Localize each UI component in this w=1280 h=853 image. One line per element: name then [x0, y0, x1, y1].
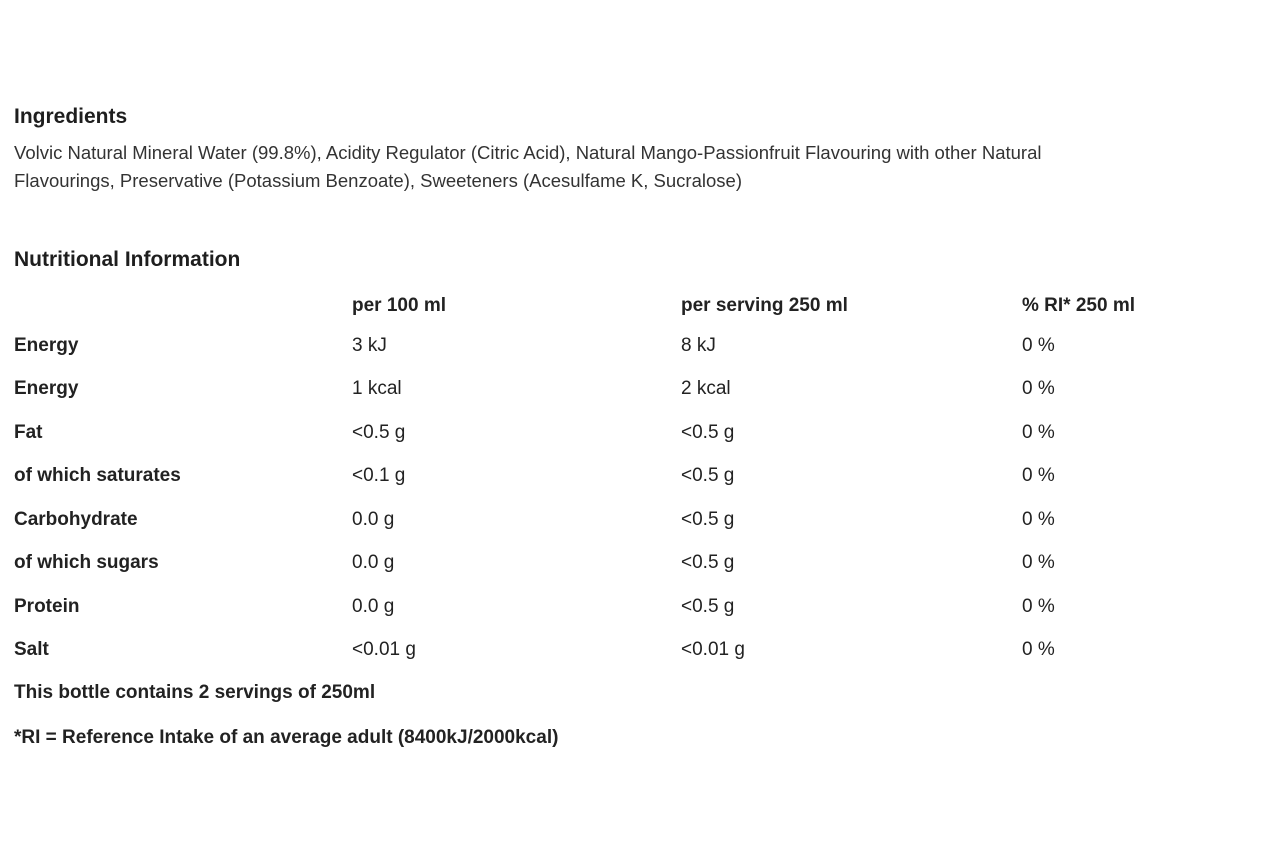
value-per-100ml: <0.01 g — [352, 639, 416, 661]
value-per-serving: <0.5 g — [681, 421, 735, 443]
table-row — [14, 498, 1262, 542]
header-nutrient — [14, 288, 352, 324]
value-per-serving: <0.01 g — [681, 639, 745, 661]
value-ri: 0 % — [1022, 465, 1055, 487]
nutrition-heading: Nutritional Information — [14, 248, 241, 271]
value-ri: 0 % — [1022, 639, 1055, 661]
table-row — [14, 411, 1262, 455]
value-ri: 0 % — [1022, 421, 1055, 443]
nutrient-name: of which sugars — [14, 552, 159, 574]
ingredients-line-1: Volvic Natural Mineral Water (99.8%), Acidity Regulator (Citric Acid), Natural Mango-Passionfruit Flavouring with other Natural — [14, 142, 1042, 163]
value-per-100ml: <0.1 g — [352, 465, 406, 487]
value-per-serving: 8 kJ — [681, 334, 716, 356]
header-per-serving: per serving 250 ml — [681, 295, 848, 316]
ingredients-heading: Ingredients — [14, 105, 128, 128]
table-row — [14, 629, 1262, 673]
value-ri: 0 % — [1022, 595, 1055, 617]
nutrient-name: Energy — [14, 378, 79, 400]
nutrient-name: Energy — [14, 334, 79, 356]
ri-footnote: *RI = Reference Intake of an average adult (8400kJ/2000kcal) — [14, 727, 559, 748]
value-per-100ml: 0.0 g — [352, 595, 395, 617]
value-per-serving: <0.5 g — [681, 595, 735, 617]
value-per-100ml: 1 kcal — [352, 378, 402, 400]
value-per-100ml: 3 kJ — [352, 334, 387, 356]
table-row — [14, 324, 1262, 368]
value-ri: 0 % — [1022, 552, 1055, 574]
value-per-100ml: <0.5 g — [352, 421, 406, 443]
product-info — [14, 103, 1274, 750]
nutrient-name: of which saturates — [14, 465, 181, 487]
value-per-serving: <0.5 g — [681, 508, 735, 530]
header-per-100ml: per 100 ml — [352, 295, 446, 316]
table-row — [14, 455, 1262, 499]
table-row — [14, 368, 1262, 412]
nutrient-name: Protein — [14, 595, 80, 617]
nutrient-name: Fat — [14, 421, 43, 443]
nutrition-table — [14, 288, 1262, 672]
servings-note: This bottle contains 2 servings of 250ml — [14, 682, 376, 703]
value-per-100ml: 0.0 g — [352, 552, 395, 574]
header-ri: % RI* 250 ml — [1022, 295, 1135, 316]
nutrient-name: Salt — [14, 639, 49, 661]
nutrition-header-row — [14, 288, 1262, 324]
ingredients-line-2: Flavourings, Preservative (Potassium Benzoate), Sweeteners (Acesulfame K, Sucralose) — [14, 170, 742, 191]
value-per-100ml: 0.0 g — [352, 508, 395, 530]
value-per-serving: <0.5 g — [681, 465, 735, 487]
table-row — [14, 585, 1262, 629]
nutrient-name: Carbohydrate — [14, 508, 138, 530]
table-row — [14, 542, 1262, 586]
ingredients-text — [14, 139, 1272, 195]
value-ri: 0 % — [1022, 378, 1055, 400]
value-per-serving: <0.5 g — [681, 552, 735, 574]
value-ri: 0 % — [1022, 334, 1055, 356]
value-ri: 0 % — [1022, 508, 1055, 530]
value-per-serving: 2 kcal — [681, 378, 731, 400]
